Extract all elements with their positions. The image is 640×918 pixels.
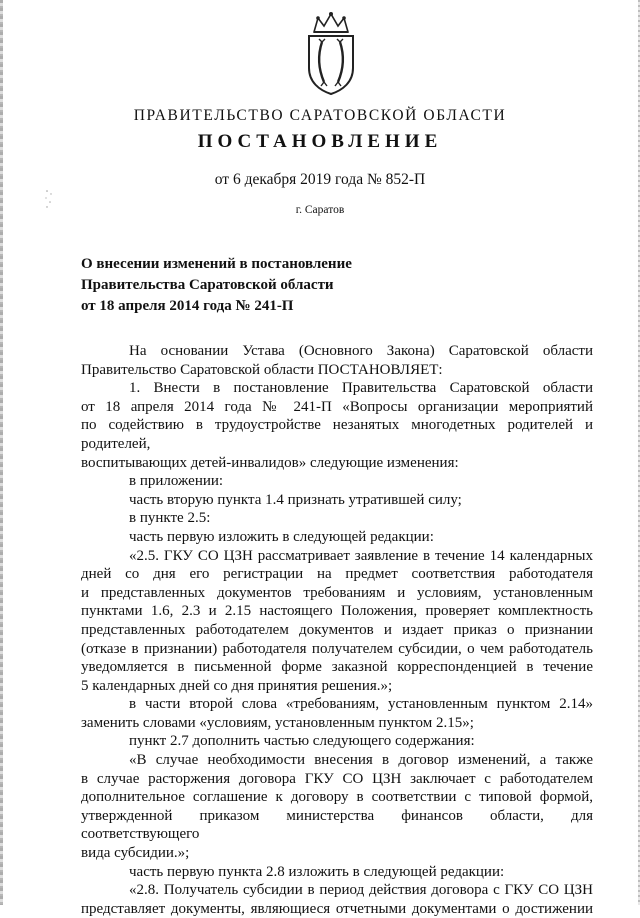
body-line: часть вторую пункта 1.4 признать утратившей силу;: [129, 491, 462, 508]
body-line: «2.8. Получатель субсидии в период действия договора с ГКУ СО ЦЗН: [129, 882, 593, 899]
document-subject: [81, 254, 441, 317]
body-line: в части второй слова «требованиям, установленным пунктом 2.14»: [129, 696, 593, 713]
body-line: и представленных документов требованиям и условиям, установленным: [81, 584, 593, 601]
body-line: утвержденной приказом министерства финансов области, для соответствующего: [81, 807, 593, 843]
body-line: пункт 2.7 дополнить частью следующего содержания:: [129, 733, 475, 750]
body-line: воспитывающих детей-инвалидов» следующие изменения:: [81, 454, 459, 471]
document-body: [81, 342, 593, 918]
body-line: уведомляется в письменной форме заказной корреспонденцией в течение: [81, 659, 593, 676]
document-type-title: ПОСТАНОВЛЕНИЕ: [197, 131, 443, 152]
body-line: (отказе в признании) работодателя получателем субсидии, о чем работодатель: [81, 640, 593, 657]
government-name: ПРАВИТЕЛЬСТВО САРАТОВСКОЙ ОБЛАСТИ: [133, 107, 507, 124]
saratov-coat-of-arms-icon: [300, 10, 362, 96]
body-line: часть первую пункта 2.8 изложить в следующей редакции:: [129, 863, 505, 880]
body-line: от 18 апреля 2014 года № 241-П «Вопросы организации мероприятий: [81, 398, 593, 415]
body-line: представленных работодателем документов и издает приказ о признании: [81, 621, 593, 638]
subject-line: О внесении изменений в постановление: [81, 256, 352, 272]
body-line: вида субсидии.»;: [81, 845, 190, 862]
body-line: в пункте 2.5:: [129, 510, 211, 527]
body-line: представляет документы, являющиеся отчетными документами о достижении: [81, 900, 593, 917]
body-line: На основании Устава (Основного Закона) Саратовской области: [129, 343, 593, 359]
body-line: заменить словами «условиям, установленным пунктом 2.15»;: [81, 714, 474, 731]
body-line: в приложении:: [129, 473, 224, 490]
body-line: дополнительное соглашение к договору в соответствии с типовой формой,: [81, 789, 593, 806]
body-line: 1. Внести в постановление Правительства Саратовской области: [129, 380, 593, 397]
body-line: пунктами 1.6, 2.3 и 2.15 настоящего Положения, проверяет комплектность: [81, 603, 593, 620]
body-line: часть первую изложить в следующей редакции:: [129, 528, 434, 545]
body-line: Правительство Саратовской области ПОСТАНОВЛЯЕТ:: [81, 361, 443, 378]
body-line: «В случае необходимости внесения в договор изменений, а также: [129, 752, 593, 769]
date-and-number: от 6 декабря 2019 года № 852-П: [214, 171, 426, 188]
subject-line: от 18 апреля 2014 года № 241-П: [81, 298, 294, 314]
body-line: дней со дня его регистрации на предмет соответствия работодателя: [81, 566, 593, 583]
body-line: 5 календарных дней со дня принятия решения.»;: [81, 677, 393, 694]
city-name: г. Саратов: [295, 204, 345, 216]
body-line: по содействию в трудоустройстве незанятых многодетных родителей и родителей,: [81, 417, 593, 452]
subject-line: Правительства Саратовской области: [81, 277, 334, 293]
body-line: в случае расторжения договора ГКУ СО ЦЗН заключает с работодателем: [81, 770, 593, 787]
body-line: «2.5. ГКУ СО ЦЗН рассматривает заявление в течение 14 календарных: [129, 547, 593, 564]
